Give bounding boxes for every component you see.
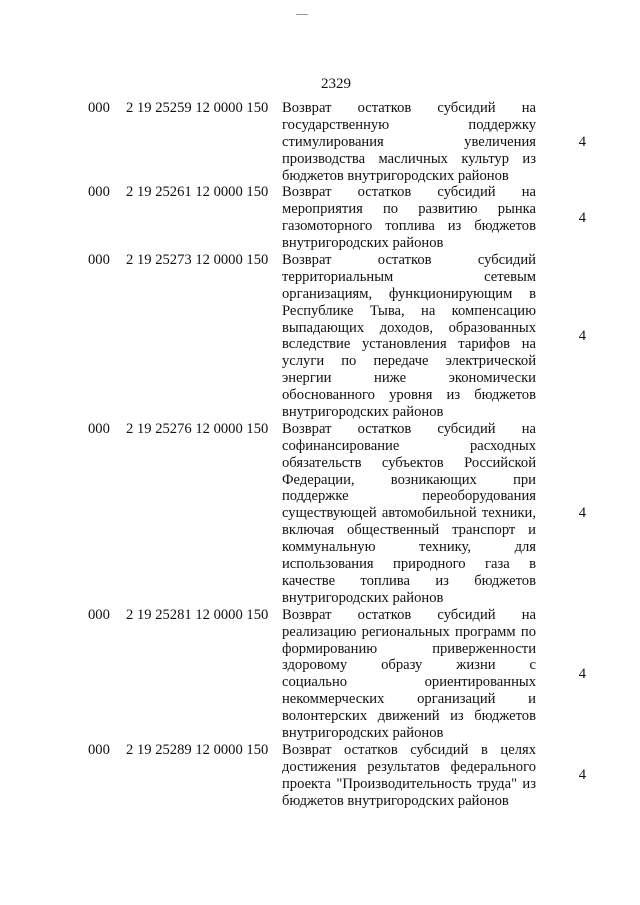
admin-code-cell: 000: [88, 100, 110, 116]
norm-value: 4: [578, 133, 586, 150]
income-name-line: организациям, функционирующим в: [282, 285, 536, 302]
norm-cell: [536, 421, 588, 607]
income-name-line: включая общественный транспорт и: [282, 522, 536, 539]
income-name-line: Возврат остатков субсидий в целях: [282, 741, 536, 758]
income-name-line: внутригородских районов: [282, 404, 444, 421]
income-name-line: формированию приверженности: [282, 640, 536, 657]
income-name-line: использования природного газа в: [282, 556, 536, 573]
table-row: [88, 607, 588, 742]
income-name-line: проекта "Производительность труда" из: [282, 775, 536, 792]
norm-value: 4: [578, 767, 586, 784]
norm-value: 4: [578, 328, 586, 345]
budget-classification-table: [88, 100, 588, 809]
income-name-line: энергии ниже экономически: [282, 370, 536, 387]
budget-code-cell: 2 19 25276 12 0000 150: [126, 420, 269, 437]
norm-value: 4: [578, 665, 586, 682]
norm-cell: [536, 252, 588, 421]
norm-value: 4: [578, 209, 586, 226]
norm-value: 4: [578, 505, 586, 522]
income-name-line: Возврат остатков субсидий: [282, 252, 536, 269]
admin-code-cell: 000: [88, 606, 110, 623]
norm-cell: [536, 742, 588, 810]
norm-cell: [536, 100, 588, 184]
admin-code-cell: 000: [88, 420, 110, 437]
table-row: [88, 184, 588, 252]
income-name-line: услуги по передаче электрической: [282, 353, 536, 370]
income-name-line: внутригородских районов: [282, 724, 444, 741]
budget-code-cell: 2 19 25281 12 0000 150: [126, 606, 269, 623]
norm-cell: [536, 607, 588, 742]
income-name-line: социально ориентированных: [282, 674, 536, 691]
income-name-line: производства масличных культур из: [282, 150, 536, 167]
income-name-line: здоровому образу жизни с: [282, 657, 536, 674]
income-name-cell: [282, 184, 536, 252]
income-name-line: достижения результатов федерального: [282, 758, 536, 775]
income-name-line: реализацию региональных программ по: [282, 623, 536, 640]
budget-code-cell: 2 19 25273 12 0000 150: [126, 252, 269, 269]
income-name-line: территориальным сетевым: [282, 268, 536, 285]
income-name-line: существующей автомобильной техники,: [282, 505, 536, 522]
income-name-line: Федерации, возникающих при: [282, 471, 536, 488]
income-name-line: коммунальную технику, для: [282, 539, 536, 556]
income-name-line: мероприятия по развитию рынка: [282, 201, 536, 218]
income-name-line: стимулирования увеличения: [282, 133, 536, 150]
table-row: [88, 421, 588, 607]
norm-cell: [536, 184, 588, 252]
page-number: 2329: [321, 76, 351, 92]
income-name-line: внутригородских районов: [282, 589, 444, 606]
income-name-line: поддержке переоборудования: [282, 488, 536, 505]
income-name-line: бюджетов внутригородских районов: [282, 792, 509, 809]
admin-code-cell: 000: [88, 741, 110, 758]
income-name-line: Возврат остатков субсидий на: [282, 420, 536, 437]
table-row: [88, 100, 588, 184]
income-name-line: бюджетов внутригородских районов: [282, 167, 509, 184]
scan-mark: [296, 14, 308, 15]
budget-code-cell: 2 19 25259 12 0000 150: [126, 100, 269, 116]
income-name-line: некоммерческих организаций и: [282, 691, 536, 708]
income-name-line: выпадающих доходов, образованных: [282, 319, 536, 336]
admin-code-cell: 000: [88, 252, 110, 269]
income-name-cell: [282, 421, 536, 607]
income-name-cell: [282, 100, 536, 184]
income-name-line: обязательств субъектов Российской: [282, 454, 536, 471]
income-name-line: качестве топлива из бюджетов: [282, 572, 536, 589]
income-name-line: Возврат остатков субсидий на: [282, 184, 536, 201]
income-name-cell: [282, 742, 536, 810]
income-name-line: софинансирование расходных: [282, 437, 536, 454]
income-name-line: Республике Тыва, на компенсацию: [282, 302, 536, 319]
admin-code-cell: 000: [88, 184, 110, 201]
table-row: [88, 742, 588, 810]
budget-code-cell: 2 19 25289 12 0000 150: [126, 741, 269, 758]
income-name-line: газомоторного топлива из бюджетов: [282, 218, 536, 235]
income-name-line: вследствие установления тарифов на: [282, 336, 536, 353]
income-name-line: волонтерских движений из бюджетов: [282, 708, 536, 725]
table-row: [88, 252, 588, 421]
income-name-line: обоснованного уровня из бюджетов: [282, 387, 536, 404]
income-name-line: государственную поддержку: [282, 116, 536, 133]
income-name-line: Возврат остатков субсидий на: [282, 606, 536, 623]
income-name-cell: [282, 607, 536, 742]
budget-code-cell: 2 19 25261 12 0000 150: [126, 184, 269, 201]
income-name-line: внутригородских районов: [282, 235, 444, 252]
income-name-line: Возврат остатков субсидий на: [282, 100, 536, 116]
income-name-cell: [282, 252, 536, 421]
